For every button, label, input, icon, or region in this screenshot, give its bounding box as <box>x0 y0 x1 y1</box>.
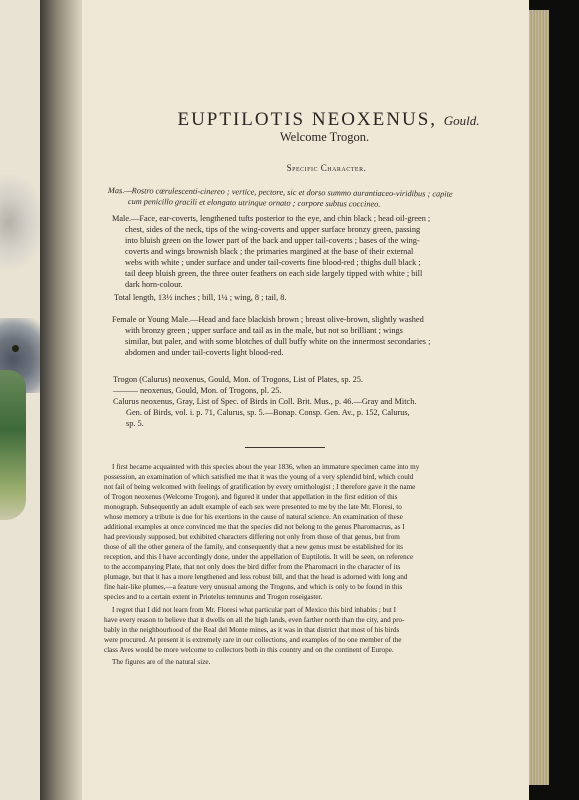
synonymy-line: Trogon (Calurus) neoxenus, Gould, Mon. of Trogons, List of Plates, sp. 25. <box>113 375 363 384</box>
body-paragraph-line: I first became acquainted with this species about the year 1836, when an immature specimen came into my <box>112 463 420 471</box>
species-authority: Gould. <box>443 113 480 128</box>
body-paragraph-line: monograph. Subsequently an adult example of each sex were presented to me by the late Mr. Floresi, to <box>104 503 402 511</box>
body-paragraph-line: not fail of being welcomed with feelings of gratification by every ornithologist ; I therefore gave it the name <box>104 483 416 491</box>
body-paragraph-line: bably in the neighbourhood of the Real del Monte mines, as it was in that district that most of his birds <box>104 626 400 634</box>
page-title: EUPTILOTIS NEOXENUS, Gould. <box>177 109 480 130</box>
body-paragraph-line: reception, and this I have accordingly done, under the appellation of Euptilotis. It will be seen, on reference <box>104 553 414 561</box>
body-paragraph-line: I regret that I did not learn from Mr. Floresi what particular part of Mexico this bird inhabits ; but I <box>112 606 397 614</box>
body-paragraph-line: of Trogon neoxenus (Welcome Trogon), and figured it under that appellation in the first edition of this <box>104 493 398 501</box>
synonymy-line: Calurus neoxenus, Gray, List of Spec. of Birds in Coll. Brit. Mus., p. 46.—Gray and Mitch. <box>113 397 417 406</box>
synonymy-line: Gen. of Birds, vol. i. p. 71, Calurus, sp. 5.—Bonap. Consp. Gen. Av., p. 152, Calurus, <box>126 408 410 417</box>
body-paragraph-line: The figures are of the natural size. <box>112 658 211 666</box>
synonymy-line: sp. 5. <box>126 419 144 428</box>
body-paragraph-line: those of all the other genera of the family, and consequently that a new genus must be established for its <box>104 543 403 551</box>
male-description-line: chest, sides of the neck, tips of the wing-coverts and upper surface bronzy green, passing <box>125 225 421 234</box>
body-paragraph-line: were procured. At present it is extremely rare in our collections, and examples of no one member of the <box>104 636 402 644</box>
male-description-line: coverts and wings brownish black ; the primaries margined at the base of their external <box>125 247 414 256</box>
plate-bird-eye <box>12 345 19 352</box>
male-description-line: dark horn-colour. <box>125 280 183 289</box>
male-description-line: tail deep bluish green, the three outer feathers on each side largely tipped with white ; bill <box>125 269 423 278</box>
measurements: Total length, 13½ inches ; bill, 1¼ ; wing, 8 ; tail, 8. <box>114 293 287 302</box>
body-paragraph-line: class Aves would be more welcome to collectors both in this country and on the continent of Europe. <box>104 646 394 654</box>
male-description-line: into bluish green on the lower part of the back and upper tail-coverts ; bases of the wing- <box>125 236 420 245</box>
female-description-line: abdomen and under tail-coverts light blood-red. <box>125 348 284 357</box>
body-paragraph-line: to the accompanying Plate, that not only does the bird differ from the Pharomacri in the character of its <box>104 563 401 571</box>
female-description-line: similar, but paler, and with some blotches of dull buffy white on the innermost secondaries ; <box>125 337 431 346</box>
body-paragraph-line: fine hair-like plumes,—a feature very unusual among the Trogons, and which is only to be found in this <box>104 583 403 591</box>
body-paragraph-line: possession, an examination of which satisfied me that it was the young of a very splendid bird, which could <box>104 473 414 481</box>
plate-bird-body <box>0 370 26 520</box>
common-name: Welcome Trogon. <box>279 130 370 144</box>
latin-diagnosis-line-2: cum penicillo gracili et elongato utrinque ornato ; corpore subtus coccineo. <box>127 196 381 209</box>
female-description-line: Female or Young Male.—Head and face blackish brown ; breast olive-brown, slightly washed <box>112 315 424 324</box>
body-paragraph-line: species and to a certain extent in Priotelus temnurus and Trogon roseigaster. <box>104 593 323 601</box>
section-divider <box>245 447 325 448</box>
body-paragraph-line: plumage, but that it has a more lengthened and less robust bill, and that the head is adorned with long and <box>104 573 408 581</box>
body-paragraph-line: additional examples at once convinced me that the species did not belong to the genus Pharomacrus, as I <box>104 523 405 531</box>
body-paragraph-line: have every reason to believe that it dwells on all the high lands, even farther north than the city, and pro- <box>104 616 405 624</box>
specific-character-heading: Specific Character. <box>286 163 367 173</box>
male-description-line: webs with white ; under surface and under tail-coverts fine blood-red ; thighs dull black ; <box>125 258 421 267</box>
synonymy-line: ——— neoxenus, Gould, Mon. of Trogons, pl. 25. <box>113 386 282 395</box>
latin-diagnosis-line-1: Mas.—Rostro cœrulescenti-cinereo ; vertice, pectore, sic et dorso summo aurantiaceo-viridibus ; capite <box>107 185 453 199</box>
male-description-line: Male.—Face, ear-coverts, lengthened tufts posterior to the eye, and chin black ; head oil-green ; <box>112 214 431 223</box>
body-paragraph-line: had previously supposed, but exhibited characters differing not only from those of that genus, but from <box>104 533 400 541</box>
plate-bird-crest <box>0 175 44 270</box>
female-description-line: with bronzy green ; upper surface and tail as in the male, but not so brilliant ; wings <box>125 326 403 335</box>
body-paragraph-line: whose memory a tribute is due for his exertions in the cause of natural science. An examination of these <box>104 513 403 521</box>
